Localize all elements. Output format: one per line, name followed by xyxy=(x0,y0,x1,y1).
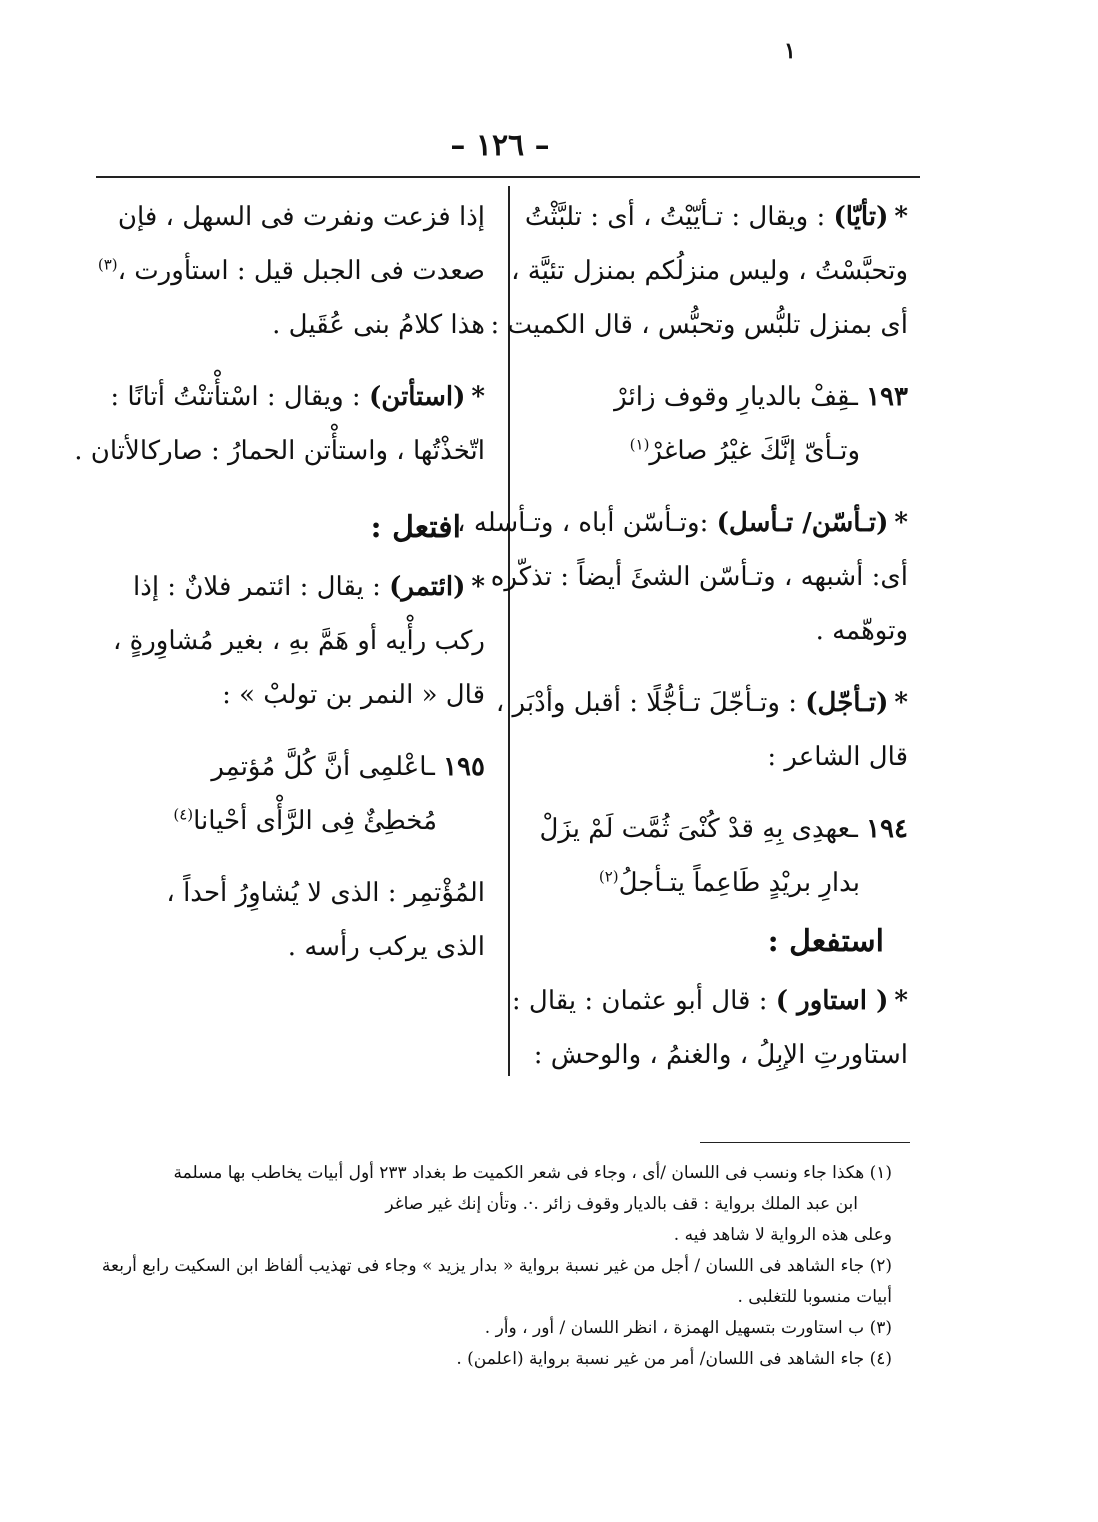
footnote-marker: (٣) xyxy=(869,1318,892,1338)
verse-line: ١٩٥ ـاعْلمِى أنَّ كُلَّ مُؤتمِر xyxy=(211,752,485,782)
header-rule xyxy=(96,176,920,178)
footnote-ref: (٣) xyxy=(97,255,118,274)
entry-itamar xyxy=(100,560,485,722)
verse-line: مُخطِئٌ فِى الرَّأْى أحْيانا$^{(٤)}$ xyxy=(173,805,437,836)
footnote-marker: (٢) xyxy=(869,1256,892,1276)
entry-headword: (ائتمر) xyxy=(389,572,466,602)
entry-line: استاورتِ الإبِلُ ، والغنمُ ، والوحش : xyxy=(533,1040,908,1070)
footnote-line: (١) هكذا جاء ونسب فى اللسان /أى ، وجاء فى شعر الكميت ط بغداد ٢٣٣ أول أبيات يخاطب بها مسلمة xyxy=(173,1163,892,1183)
verse-line: بدارِ بريْدٍ طَاعِماً يتـأجلُ$^{(٢)}$ xyxy=(598,867,860,898)
entry-headword: ( استاور ) xyxy=(775,986,889,1016)
entry-line: إذا فزعت ونفرت فى السهل ، فإن xyxy=(117,202,485,232)
entry-line: *( استاور ) : قال أبو عثمان : يقال : xyxy=(511,986,908,1016)
entry-line: الذى يركب رأسه . xyxy=(287,932,485,962)
entry-line: *(تأيّا) : ويقال : تـأيّيْتُ ، أى : تلبَّثْتُ xyxy=(524,202,908,232)
entry-line: وتوهّمه . xyxy=(815,616,908,646)
entry-line: *(تـأسّن/ تـأسل) :وتـأسّن أباه ، وتـأسله ، xyxy=(457,508,908,538)
section-heading: استفعل : xyxy=(767,924,884,959)
bullet-icon: * xyxy=(471,382,485,412)
page-number: – ١٢٦ – xyxy=(450,128,550,163)
footnote-ref: (١) xyxy=(629,435,650,454)
entry-taassan xyxy=(457,496,908,658)
entry-line: أى بمنزل تلبُّس وتحبُّس ، قال الكميت : xyxy=(490,310,908,340)
footnote-line: ابن عبد الملك برواية : قف بالديار وقوف زائر .·. وتأن إنك غير صاغر xyxy=(385,1194,858,1214)
bullet-icon: * xyxy=(894,688,908,718)
bullet-icon: * xyxy=(894,986,908,1016)
entry-line: ركب رأْيه أو هَمَّ بهِ ، بغير مُشاوِرةٍ ، xyxy=(112,626,485,656)
entry-line: هذا كلامُ بنى عُقَيل . xyxy=(272,310,485,340)
footnote-rule xyxy=(700,1142,910,1143)
footnotes xyxy=(92,1158,892,1375)
entry-line: اتّخذْتُها ، واستأْتن الحمارُ : صاركالأتان . xyxy=(74,436,485,466)
entry-line: أى: أشبهه ، وتـأسّن الشئَ أيضاً : تذكّره xyxy=(490,562,908,592)
footnote-line: وعلى هذه الرواية لا شاهد فيه . xyxy=(673,1225,892,1245)
verse-line: ١٩٤ ـعهدِى بِهِ قدْ كُنْىَ ثُمَّت لَمْ يزَلْ xyxy=(539,814,908,844)
footnote-2 xyxy=(92,1251,892,1313)
entry-headword: (استأتن) xyxy=(368,382,466,412)
footnote-line: (٤) جاء الشاهد فى اللسان/ أمر من غير نسبة برواية (اعلمن) . xyxy=(456,1349,892,1369)
entry-line: *(تـأجّل) : وتـأجّلَ تـأجُّلًا : أقبل وأدْبَر ، xyxy=(495,688,908,718)
entry-taayya xyxy=(490,190,908,352)
section-heading: افتعل : xyxy=(370,510,461,545)
verse-number: ١٩٤ xyxy=(866,814,908,844)
entry-istawar xyxy=(511,974,908,1082)
entry-headword: (تـأسّن/ تـأسل) xyxy=(716,508,889,538)
verse-number: ١٩٣ xyxy=(866,382,908,412)
verse-number: ١٩٥ xyxy=(443,752,485,782)
entry-taajjal xyxy=(495,676,908,784)
bullet-icon: * xyxy=(471,572,485,602)
entry-line: وتحبَّسْتُ ، وليس منزلُكم بمنزل تئيَّة ، xyxy=(511,256,908,286)
bullet-icon: * xyxy=(894,508,908,538)
entry-line: صعدت فى الجبل قيل : استأورت ،$^{(٣)}$ xyxy=(97,255,485,286)
entry-istaatan xyxy=(74,370,485,478)
bullet-icon: * xyxy=(894,202,908,232)
entry-line: المُؤْتمِر : الذى لا يُشاوِرُ أحداً ، xyxy=(166,878,485,908)
entry-line: قال الشاعر : xyxy=(767,742,908,772)
entry-headword: (تأيّا) xyxy=(833,202,889,232)
footnote-4 xyxy=(92,1344,892,1375)
verse-line: ١٩٣ ـقِفْ بالديارِ وقوف زائرْ xyxy=(614,382,908,412)
verse-195 xyxy=(100,740,485,848)
left-column xyxy=(74,190,485,974)
footnote-ref: (٤) xyxy=(173,805,194,824)
footnote-ref: (٢) xyxy=(598,867,619,886)
verse-line: وتـأىّ إنَّكَ غيْرُ صاغرْ$^{(١)}$ xyxy=(629,435,860,466)
verse-193 xyxy=(518,370,908,478)
footnote-line: (٣) ب استاورت بتسهيل الهمزة ، انظر اللسان / أور ، وأر . xyxy=(484,1318,892,1338)
verse-194 xyxy=(518,802,908,910)
entry-line: *(ائتمر) : يقال : ائتمر فلانٌ : إذا xyxy=(133,572,485,602)
footnote-marker: (١) xyxy=(869,1163,892,1183)
entry-line: قال « النمر بن تولبْ » : xyxy=(222,680,485,710)
footnote-line: أبيات منسوبا للتغلبى . xyxy=(737,1287,892,1307)
entry-line: *(استأتن) : ويقال : اسْتأْتنْتُ أتانًا : xyxy=(110,382,485,412)
entry-istawar-cont xyxy=(97,190,485,352)
footnote-marker: (٤) xyxy=(869,1349,892,1369)
footnote-3 xyxy=(92,1313,892,1344)
footnote-1 xyxy=(92,1158,892,1251)
entry-headword: (تـأجّل) xyxy=(805,688,889,718)
corner-mark: ١ xyxy=(784,38,796,64)
footnote-line: (٢) جاء الشاهد فى اللسان / أجل من غير نسبة برواية « بدار يزيد » وجاء فى تهذيب ألفاظ ابن السكيت رابع أربعة xyxy=(101,1256,892,1276)
entry-mutamir xyxy=(100,866,485,974)
